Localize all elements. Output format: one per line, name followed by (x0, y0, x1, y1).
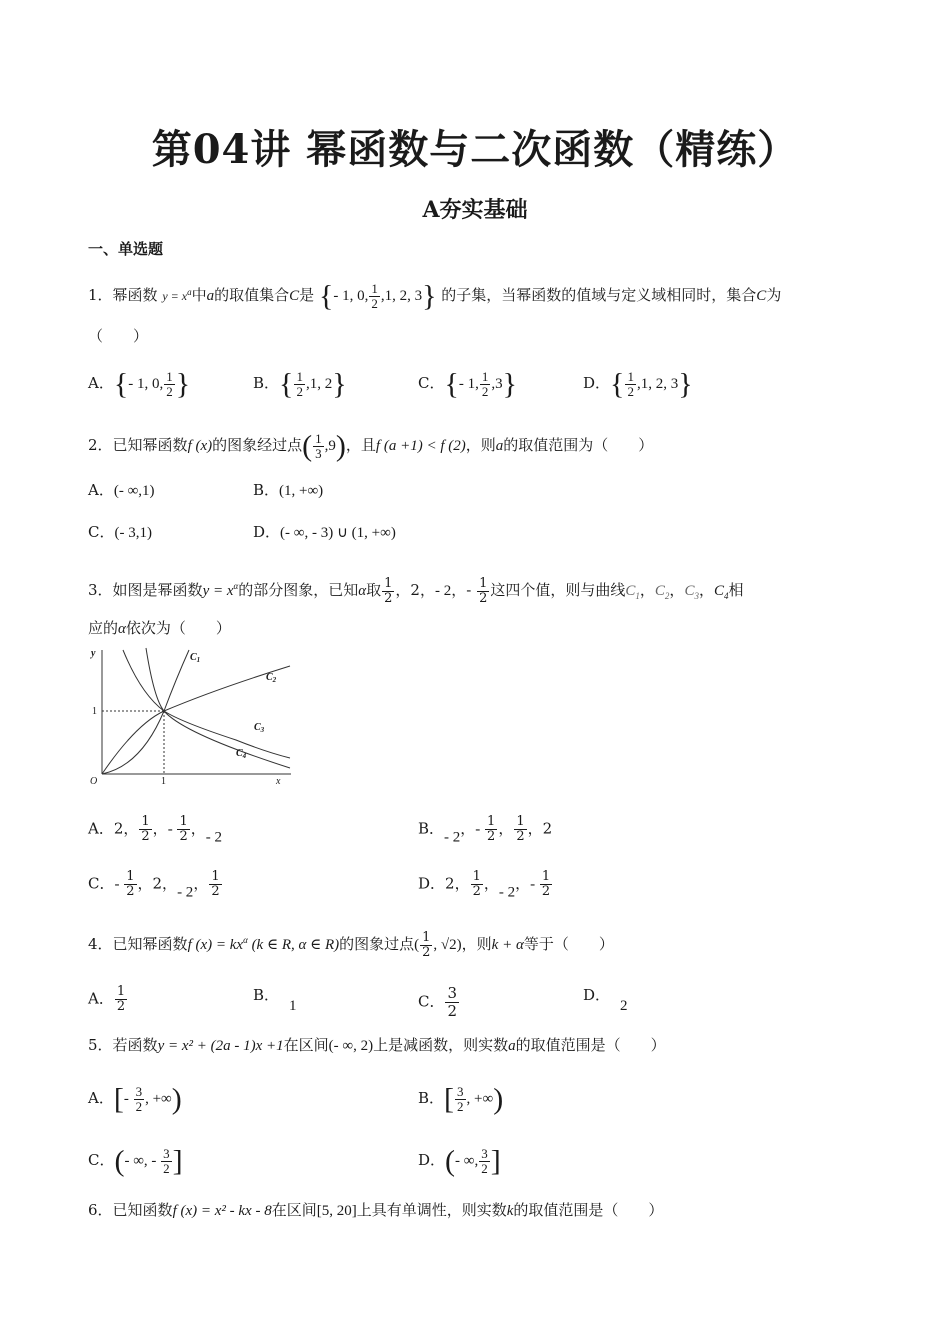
q3-option-d[interactable]: D．2， $\frac{1}{2}$ ，- 2，- $\frac{1}{2}$ (418, 869, 551, 901)
q1-text: 为 (766, 286, 782, 304)
q1-function: $y = x^a$ (162, 287, 192, 303)
curve-c4 (146, 648, 290, 768)
q3-option-c[interactable]: C．- $\frac{1}{2}$ ，2，- 2， $\frac{1}{2}$ (88, 869, 220, 901)
question-3-cont: 应的α依次为（ ） (88, 619, 231, 637)
curve-c2 (102, 666, 290, 774)
curve-c1-label: $C_1$ (625, 583, 640, 601)
q2-option-a[interactable]: A．(- ∞,1) (88, 481, 155, 499)
q5-function: y = x² + (2a - 1)x +1 (157, 1038, 284, 1054)
q4-option-a[interactable]: A． $\frac{1}{2}$ (88, 984, 126, 1014)
q3-function: $y = x^\alpha$ (202, 581, 239, 599)
q5-option-d[interactable]: D．(- ∞, $\frac{3}{2}$ ] (418, 1144, 501, 1178)
q3-option-a[interactable]: A．2， $\frac{1}{2}$ ，- $\frac{1}{2}$ ，- 2 (88, 814, 222, 846)
q2-option-b[interactable]: B．(1, +∞) (253, 481, 324, 499)
q1-text: 的子集，当幂函数的值域与定义域相同时，集合 (441, 286, 757, 304)
tick-x-1: 1 (161, 776, 166, 787)
curve-c3 (123, 650, 290, 758)
q1-option-b[interactable]: B．{ $\frac{1}{2}$ ,1, 2} (253, 367, 347, 401)
q4-function: f $(x) = kx^\alpha$ (k ∈ R, α ∈ R) (187, 935, 340, 953)
q1-option-c[interactable]: C．{- 1, $\frac{1}{2}$ ,3} (418, 367, 518, 401)
q1-answer-paren: （ ） (88, 327, 149, 345)
x-axis-label: x (276, 776, 281, 787)
q5-option-b[interactable]: B．[ $\frac{3}{2}$ , +∞) (418, 1082, 504, 1116)
page-subtitle: A夯实基础 (422, 197, 528, 223)
q4-option-d[interactable]: D．2 (583, 986, 628, 1014)
q1-text: 幂函数 (112, 286, 158, 304)
q1-var-c: C (289, 288, 300, 304)
q2-option-c[interactable]: C．(- 3,1) (88, 523, 152, 541)
c4-label: $C_4$ (236, 748, 247, 760)
question-3: 3．如图是幂函数$y = x^\alpha$的部分图象，已知α取 $\frac{1}{2}$ ，2，- 2，- $\frac{1}{2}$ 这四个值，则与曲线$C_1$，$C_2$，$C_3$，$C_4$相 (88, 575, 744, 606)
question-4: 4．已知幂函数f $(x) = kx^\alpha$ (k ∈ R, α ∈ R)的图象过点( $\frac{1}{2}$ , √2)，则k + α等于（ ） (88, 929, 614, 960)
q2-inequality: f (a +1) < f (2) (375, 437, 466, 454)
question-2: 2．已知幂函数f (x)的图象经过点( $\frac{1}{3}$ ,9)，且f (a +1) < f (2)，则a的取值范围为（ ） (88, 429, 654, 463)
question-1 (88, 279, 782, 313)
q1-number: 1． (88, 286, 113, 304)
q1-text: 是 (299, 286, 315, 304)
q1-var-a: a (206, 288, 215, 304)
q2-fx: f (x) (187, 437, 213, 454)
q4-option-b[interactable]: B．1 (253, 986, 297, 1014)
y-axis-label: y (91, 648, 96, 659)
q1-text: 的取值集合 (214, 286, 290, 304)
q4-option-c[interactable]: C． $\frac{3}{2}$ (418, 984, 458, 1020)
c2-label: $C_2$ (266, 672, 277, 684)
q1-option-a[interactable]: A．{- 1, 0, $\frac{1}{2}$ } (88, 367, 191, 401)
c3-label: $C_3$ (254, 722, 265, 734)
question-6: 6．已知函数f (x) = x² - kx - 8在区间[5, 20]上具有单调性，则实数k的取值范围是（ ） (88, 1201, 664, 1219)
q3-option-b[interactable]: B．- 2，- $\frac{1}{2}$ ， $\frac{1}{2}$ ，2 (418, 814, 553, 846)
q1-set: {- 1, 0, $\frac{1}{2}$ ,1, 2, 3} (318, 279, 437, 313)
q1-option-d[interactable]: D．{ $\frac{1}{2}$ ,1, 2, 3} (583, 367, 693, 401)
q1-text: 中 (191, 286, 207, 304)
tick-y-1: 1 (92, 706, 97, 717)
question-5: 5．若函数y = x² + (2a - 1)x +1在区间(- ∞, 2)上是减函数，则实数a的取值范围是（ ） (88, 1036, 666, 1054)
q5-option-a[interactable]: A．[- $\frac{3}{2}$ , +∞) (88, 1082, 182, 1116)
power-function-graph (86, 644, 296, 789)
q2-option-d[interactable]: D．(- ∞, - 3) ∪ (1, +∞) (253, 523, 396, 541)
section-heading: 一、单选题 (88, 240, 164, 258)
origin-label: O (90, 776, 98, 787)
c1-label: $C_1$ (190, 652, 201, 664)
q5-option-c[interactable]: C．(- ∞, - $\frac{3}{2}$ ] (88, 1144, 183, 1178)
q1-var-c: C (756, 288, 767, 304)
q6-function: f (x) = x² - kx - 8 (172, 1203, 272, 1219)
page-title: 第04讲 幂函数与二次函数（精练） (151, 126, 799, 173)
